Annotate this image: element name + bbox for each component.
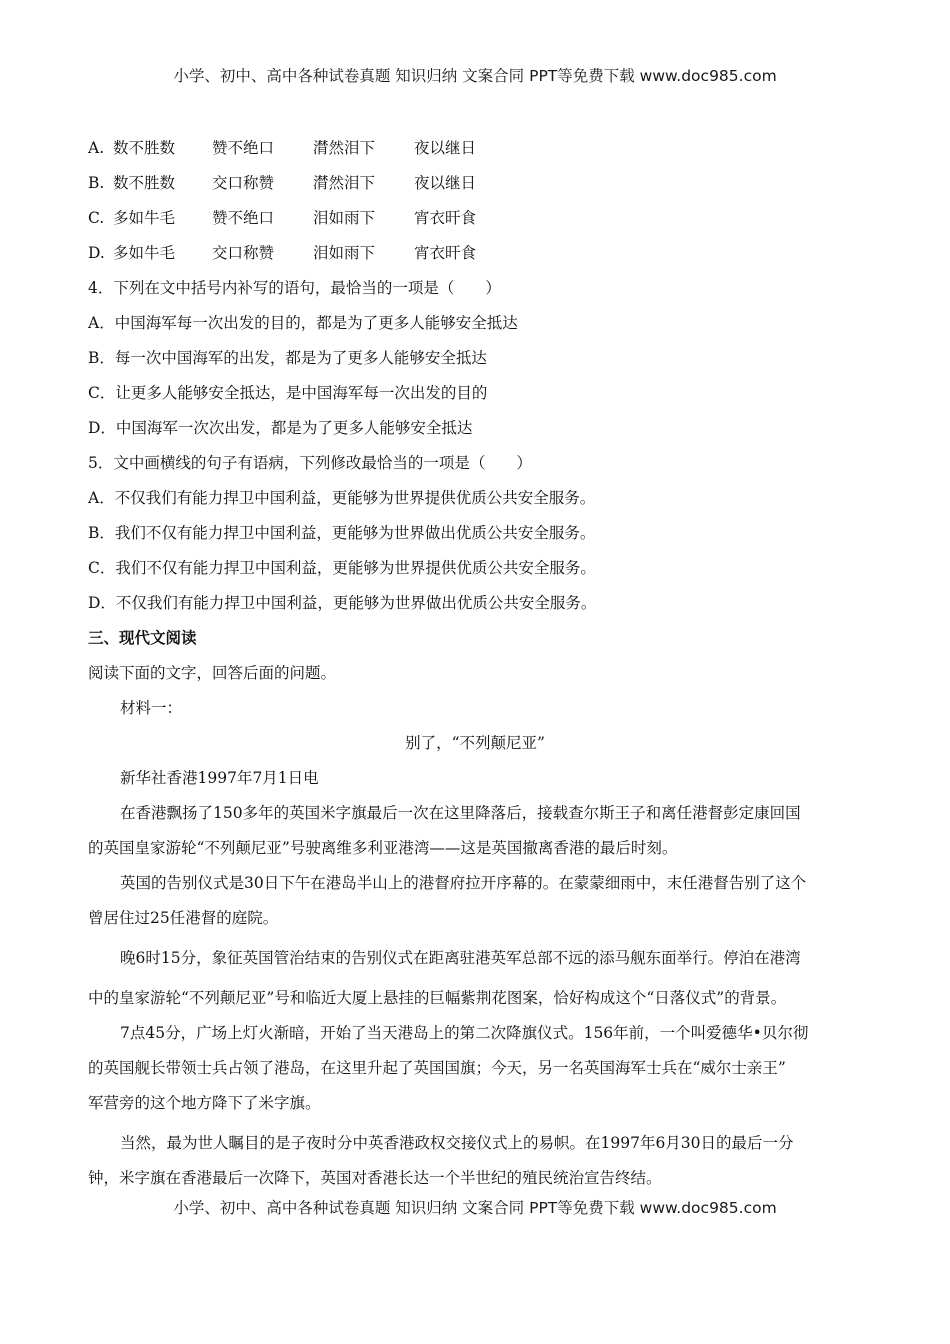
q5-option-c: C．我们不仅有能力捍卫中国利益，更能够为世界提供优质公共安全服务。: [88, 559, 596, 577]
q5-option-d: D．不仅我们有能力捍卫中国利益，更能够为世界做出优质公共安全服务。: [88, 594, 597, 612]
q4-option-a: A．中国海军每一次出发的目的，都是为了更多人能够安全抵达: [88, 314, 518, 332]
reading-instruction: 阅读下面的文字，回答后面的问题。: [88, 664, 337, 682]
option-key: B.: [88, 174, 105, 192]
option-item: 泪如雨下: [313, 209, 376, 227]
option-item: 潸然泪下: [313, 139, 376, 157]
article-line: 英国的告别仪式是30日下午在港岛半山上的港督府拉开序幕的。在蒙蒙细雨中，末任港督告别了这个: [120, 874, 807, 892]
option-key: C.: [88, 209, 105, 227]
article-line: 钟，米字旗在香港最后一次降下，英国对香港长达一个半世纪的殖民统治宣告终结。: [88, 1169, 662, 1187]
question-4-stem: 4．下列在文中括号内补写的语句，最恰当的一项是（ ）: [88, 279, 501, 297]
option-item: 赞不绝口: [212, 139, 275, 157]
article-title: 别了，“不列颠尼亚”: [405, 734, 545, 752]
article-dateline: 新华社香港1997年7月1日电: [120, 769, 319, 787]
option-key: D.: [88, 244, 105, 262]
option-item: 赞不绝口: [212, 209, 275, 227]
article-line: 的英国舰长带领士兵占领了港岛，在这里升起了英国国旗；今天，另一名英国海军士兵在“威尔士亲王”: [88, 1059, 786, 1077]
option-item: 数不胜数: [113, 174, 176, 192]
q4-option-d: D．中国海军一次次出发，都是为了更多人能够安全抵达: [88, 419, 473, 437]
q4-option-c: C．让更多人能够安全抵达，是中国海军每一次出发的目的: [88, 384, 488, 402]
section-title: 三、现代文阅读: [88, 629, 197, 647]
option-item: 夜以继日: [414, 139, 477, 157]
material-label: 材料一：: [120, 699, 183, 717]
option-item: 交口称赞: [212, 244, 275, 262]
q5-option-a: A．不仅我们有能力捍卫中国利益，更能够为世界提供优质公共安全服务。: [88, 489, 596, 507]
option-item: 夜以继日: [414, 174, 477, 192]
q4-option-b: B．每一次中国海军的出发，都是为了更多人能够安全抵达: [88, 349, 487, 367]
page-header: 小学、初中、高中各种试卷真题 知识归纳 文案合同 PPT等免费下载 www.doc985.com: [173, 67, 777, 85]
option-key: A.: [88, 139, 105, 157]
question-5-stem: 5．文中画横线的句子有语病，下列修改最恰当的一项是（ ）: [88, 454, 532, 472]
article-line: 在香港飘扬了150多年的英国米字旗最后一次在这里降落后，接载查尔斯王子和离任港督彭定康回国: [120, 804, 801, 822]
option-item: 宵衣旰食: [414, 244, 477, 262]
option-item: 多如牛毛: [113, 244, 176, 262]
article-line: 曾居住过25任港督的庭院。: [88, 909, 279, 927]
article-line: 晚6时15分，象征英国管治结束的告别仪式在距离驻港英军总部不远的添马舰东面举行。停泊在港湾: [120, 949, 801, 967]
article-line: 当然，最为世人瞩目的是子夜时分中英香港政权交接仪式上的易帜。在1997年6月30日的最后一分: [120, 1134, 794, 1152]
page-footer: 小学、初中、高中各种试卷真题 知识归纳 文案合同 PPT等免费下载 www.doc985.com: [173, 1199, 777, 1217]
article-line: 中的皇家游轮“不列颠尼亚”号和临近大厦上悬挂的巨幅紫荆花图案，恰好构成这个“日落仪式”的背景。: [88, 989, 787, 1007]
article-line: 的英国皇家游轮“不列颠尼亚”号驶离维多利亚港湾——这是英国撤离香港的最后时刻。: [88, 839, 678, 857]
article-line: 军营旁的这个地方降下了米字旗。: [88, 1094, 321, 1112]
option-item: 数不胜数: [113, 139, 176, 157]
option-item: 多如牛毛: [113, 209, 176, 227]
q5-option-b: B．我们不仅有能力捍卫中国利益，更能够为世界做出优质公共安全服务。: [88, 524, 596, 542]
option-item: 宵衣旰食: [414, 209, 477, 227]
option-item: 泪如雨下: [313, 244, 376, 262]
article-line: 7点45分，广场上灯火渐暗，开始了当天港岛上的第二次降旗仪式。156年前，一个叫爱德华•贝尔彻: [120, 1024, 809, 1042]
option-item: 交口称赞: [212, 174, 275, 192]
option-item: 潸然泪下: [313, 174, 376, 192]
